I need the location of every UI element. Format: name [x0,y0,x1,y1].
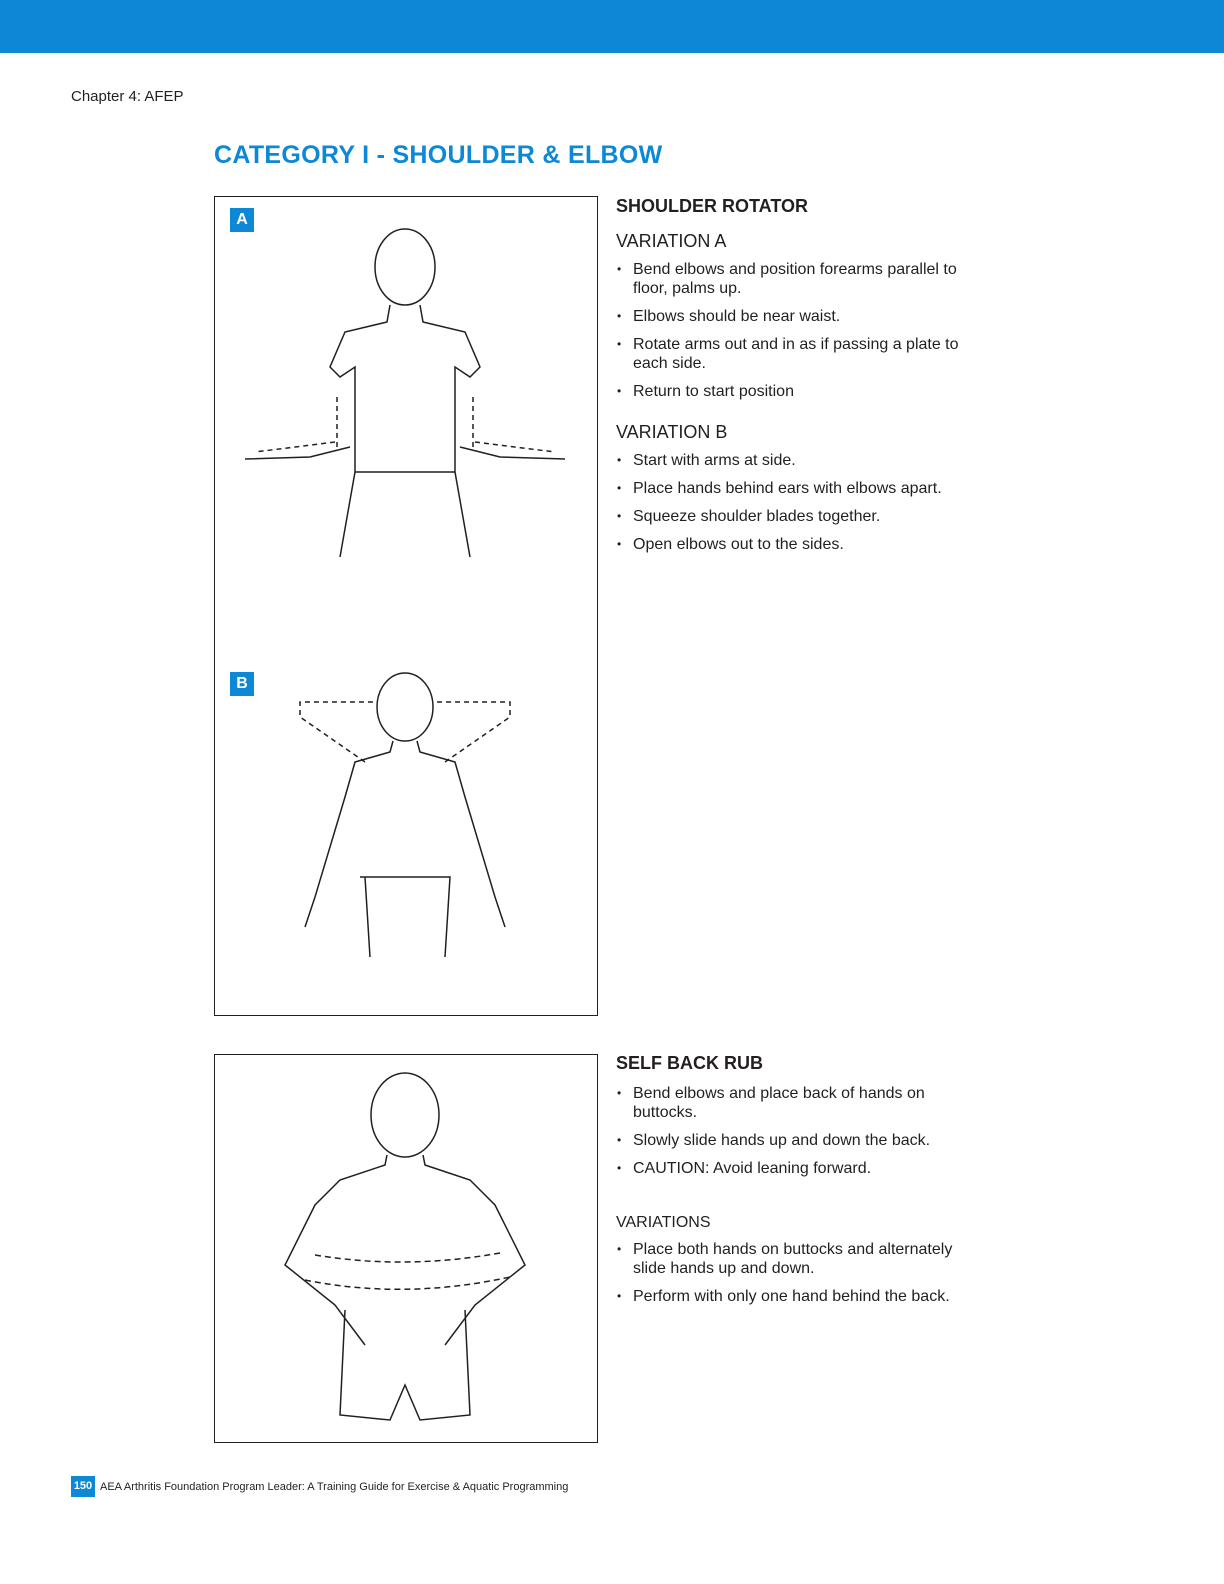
list-item: • Bend elbows and position forearms parallel to floor, palms up. [616,260,986,298]
figure-b-drawing [300,673,510,957]
variation-b-tag: B [230,672,254,696]
shoulder-rotator-illustration [214,196,598,1016]
variations-list [616,1240,986,1306]
list-item: • Slowly slide hands up and down the back. [616,1131,986,1150]
variation-a-tag: A [230,208,254,232]
chapter-header: Chapter 4: AFEP [71,88,184,105]
list-item: • Place hands behind ears with elbows apart. [616,479,986,498]
self-back-rub-list [616,1084,986,1178]
shoulder-rotator-text [616,196,986,563]
variations-heading: VARIATIONS [616,1214,711,1231]
list-item: • CAUTION: Avoid leaning forward. [616,1159,986,1178]
page-footer [71,1476,568,1497]
list-item: • Start with arms at side. [616,451,986,470]
variation-b-list [616,451,986,554]
top-color-bar [0,0,1224,53]
self-back-rub-illustration [214,1054,598,1443]
variation-b-heading: VARIATION B [616,422,728,442]
list-item: • Bend elbows and place back of hands on buttocks. [616,1084,986,1122]
list-item: • Rotate arms out and in as if passing a plate to each side. [616,335,986,373]
self-back-rub-heading: SELF BACK RUB [616,1053,763,1073]
footer-text: AEA Arthritis Foundation Program Leader: A Training Guide for Exercise & Aquatic Programming [100,1480,569,1493]
page-number: 150 [71,1476,95,1497]
list-item: • Elbows should be near waist. [616,307,986,326]
variation-a-heading: VARIATION A [616,231,727,251]
list-item: • Squeeze shoulder blades together. [616,507,986,526]
list-item: • Place both hands on buttocks and alternately slide hands up and down. [616,1240,986,1278]
figure-drawings [215,197,599,1017]
list-item: • Return to start position [616,382,986,401]
shoulder-rotator-heading: SHOULDER ROTATOR [616,196,808,216]
list-item: • Perform with only one hand behind the back. [616,1287,986,1306]
variation-a-list [616,260,986,401]
page-title: CATEGORY I - SHOULDER & ELBOW [214,141,663,169]
figure-a-drawing [245,229,565,557]
self-back-rub-text [616,1053,986,1315]
list-item: • Open elbows out to the sides. [616,535,986,554]
back-figure-drawing [215,1055,599,1444]
